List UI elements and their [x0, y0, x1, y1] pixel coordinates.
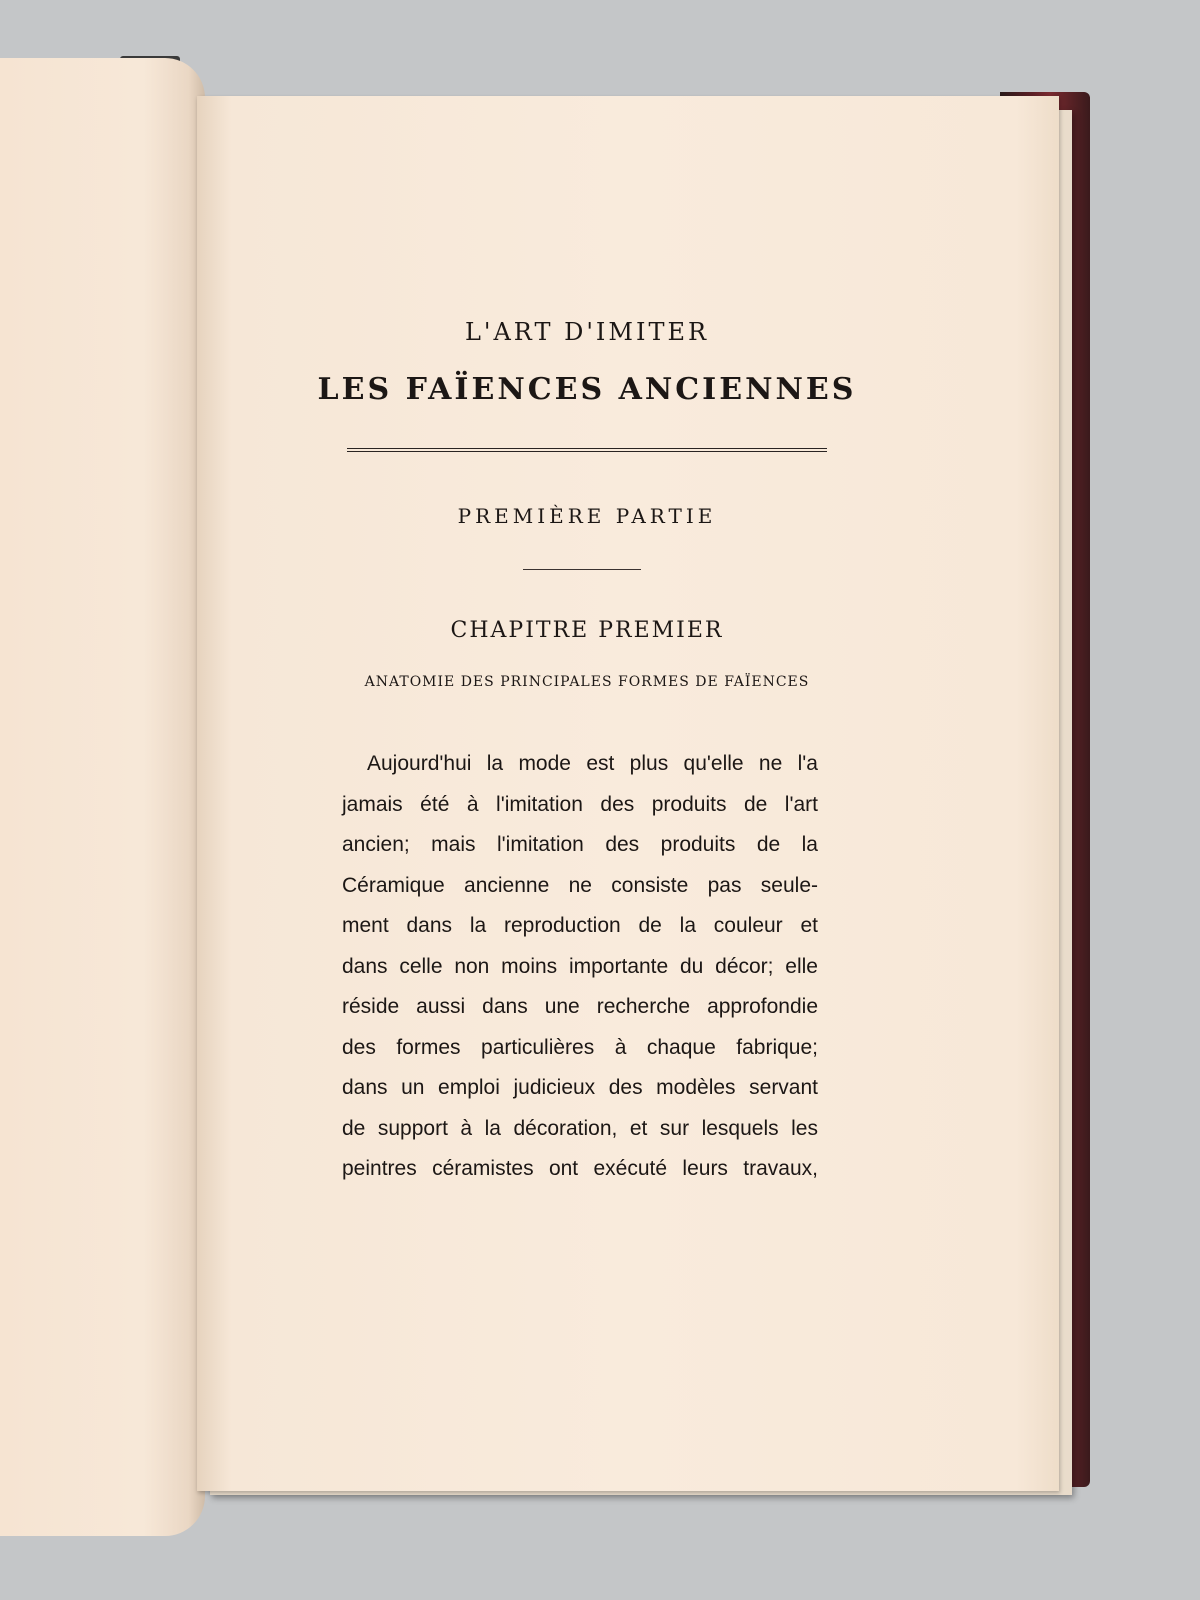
body-line: dans celle non moins importante du décor; elle	[342, 954, 818, 978]
body-line: Aujourd'hui la mode est plus qu'elle ne l'a	[367, 752, 818, 775]
body-line: jamais été à l'imitation des produits de l'art	[342, 792, 818, 816]
title-divider	[347, 448, 827, 452]
chapter-subtitle: ANATOMIE DES PRINCIPALES FORMES DE FAÏENCES	[364, 674, 810, 690]
body-line: de support à la décoration, et sur lesquels les	[342, 1116, 818, 1140]
left-page	[0, 58, 205, 1536]
right-page	[197, 96, 1059, 1491]
body-line: dans un emploi judicieux des modèles servant	[342, 1076, 818, 1099]
book-title-line-1: L'ART D'IMITER	[464, 318, 710, 346]
part-divider	[523, 569, 641, 570]
body-paragraph	[342, 744, 818, 1190]
book-title-line-2: LES FAÏENCES ANCIENNES	[317, 372, 857, 407]
page-content	[197, 96, 1059, 1491]
body-line: réside aussi dans une recherche approfondie	[342, 995, 818, 1018]
body-line: Céramique ancienne ne consiste pas seule-	[342, 873, 818, 897]
body-line: des formes particulières à chaque fabrique;	[342, 1035, 818, 1059]
body-line: peintres céramistes ont exécuté leurs travaux,	[342, 1157, 818, 1180]
part-title: PREMIÈRE PARTIE	[457, 504, 717, 528]
chapter-title: CHAPITRE PREMIER	[450, 618, 724, 643]
body-line: ment dans la reproduction de la couleur et	[342, 914, 818, 937]
body-line: ancien; mais l'imitation des produits de la	[342, 833, 818, 856]
